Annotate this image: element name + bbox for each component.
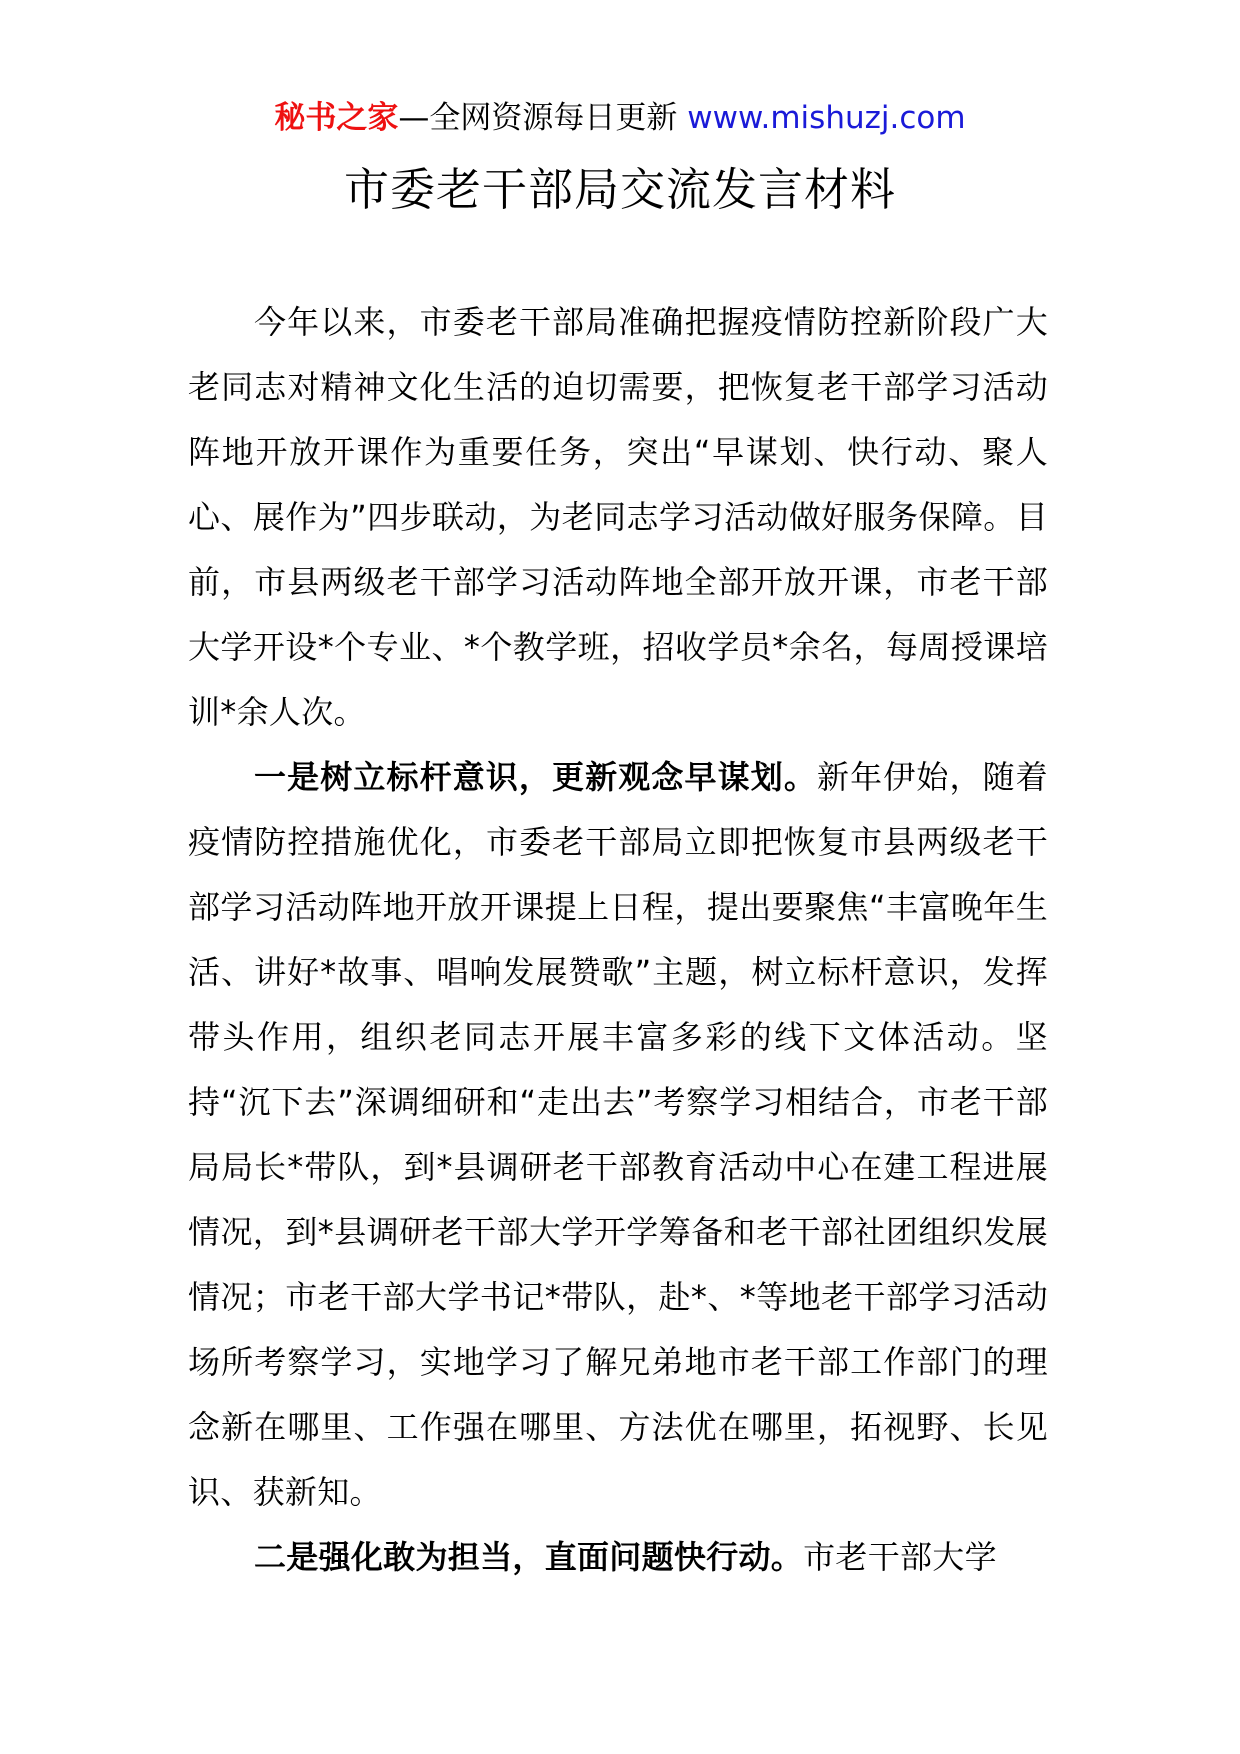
header-tagline: —全网资源每日更新 bbox=[398, 100, 688, 136]
intro-paragraph: 今年以来，市委老干部局准确把握疫情防控新阶段广大老同志对精神文化生活的迫切需要，把恢复老干部学习活动阵地开放开课作为重要任务，突出“早谋划、快行动、聚人心、展作为”四步联动，为老同志学习活动做好服务保障。目前，市县两级老干部学习活动阵地全部开放开课，市老干部大学开设*个专业、*个教学班，招收学员*余名，每周授课培训*余人次。 bbox=[188, 303, 1048, 731]
section-2-text: 市老干部大学 bbox=[803, 1538, 997, 1576]
brand-name: 秘书之家 bbox=[274, 100, 399, 136]
document-body bbox=[188, 290, 1048, 1590]
site-url-link[interactable]: www.mishuzj.com bbox=[687, 100, 966, 136]
section-1-text: 新年伊始，随着疫情防控措施优化，市委老干部局立即把恢复市县两级老干部学习活动阵地开放开课提上日程，提出要聚焦“丰富晚年生活、讲好*故事、唱响发展赞歌”主题，树立标杆意识，发挥带头作用，组织老同志开展丰富多彩的线下文体活动。坚持“沉下去”深调细研和“走出去”考察学习相结合，市老干部局局长*带队，到*县调研老干部教育活动中心在建工程进展情况，到*县调研老干部大学开学筹备和老干部社团组织发展情况；市老干部大学书记*带队，赴*、*等地老干部学习活动场所考察学习，实地学习了解兄弟地市老干部工作部门的理念新在哪里、工作强在哪里、方法优在哪里，拓视野、长见识、获新知。 bbox=[188, 758, 1048, 1511]
section-1-paragraph bbox=[188, 745, 1048, 1525]
section-1-lead: 一是树立标杆意识，更新观念早谋划。 bbox=[254, 758, 817, 796]
document-title: 市委老干部局交流发言材料 bbox=[343, 163, 896, 216]
site-header bbox=[0, 98, 1240, 138]
section-2-lead: 二是强化敢为担当，直面问题快行动。 bbox=[254, 1538, 804, 1576]
section-2-paragraph bbox=[188, 1525, 1048, 1590]
